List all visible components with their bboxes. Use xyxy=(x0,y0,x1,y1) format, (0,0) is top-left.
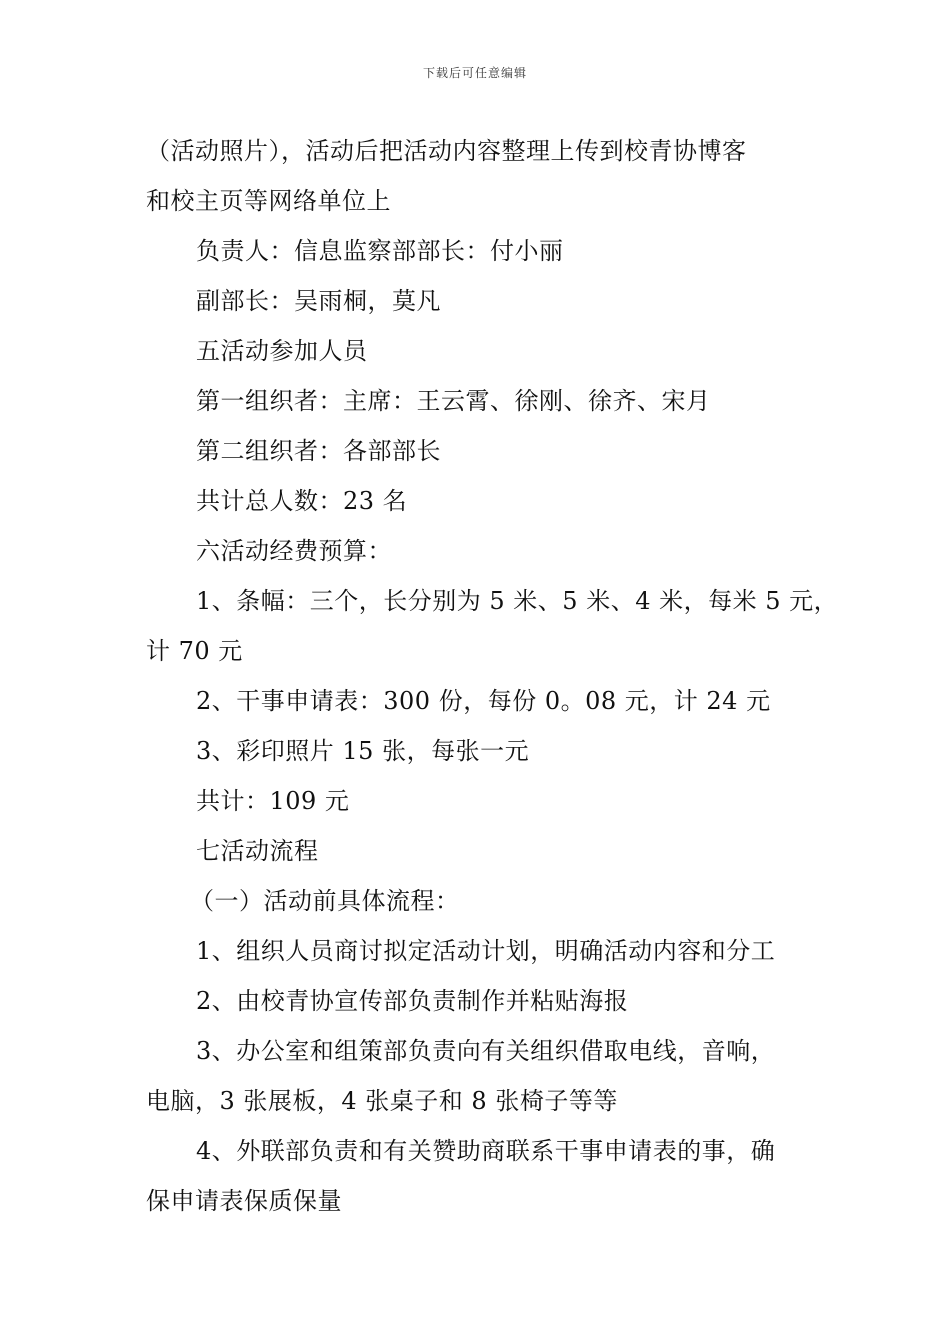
section-heading: 五活动参加人员 xyxy=(196,337,368,365)
paragraph-line: 共计：109 元 xyxy=(196,787,350,815)
paragraph-line: 2、干事申请表：300 份，每份 0。08 元，计 24 元 xyxy=(196,687,771,715)
paragraph-line: 1、条幅：三个，长分别为 5 米、5 米、4 米，每米 5 元， xyxy=(196,587,839,615)
paragraph-line: 和校主页等网络单位上 xyxy=(146,187,391,215)
paragraph-line: 3、办公室和组策部负责向有关组织借取电线，音响， xyxy=(196,1037,776,1065)
paragraph-line: 共计总人数：23 名 xyxy=(196,487,408,515)
paragraph-line: 负责人：信息监察部部长：付小丽 xyxy=(196,237,564,265)
paragraph-line: 4、外联部负责和有关赞助商联系干事申请表的事，确 xyxy=(196,1137,776,1165)
paragraph-line: （活动照片），活动后把活动内容整理上传到校青协博客 xyxy=(146,137,747,165)
paragraph-line: 保申请表保质保量 xyxy=(146,1187,342,1215)
document-body xyxy=(146,126,839,1226)
paragraph-line: 3、彩印照片 15 张，每张一元 xyxy=(196,737,530,765)
paragraph-line: 电脑，3 张展板，4 张桌子和 8 张椅子等等 xyxy=(146,1087,618,1115)
page-header: 下载后可任意编辑 xyxy=(422,66,527,80)
section-heading: 六活动经费预算： xyxy=(196,537,392,565)
paragraph-line: 计 70 元 xyxy=(146,637,243,665)
paragraph-line: 副部长：吴雨桐，莫凡 xyxy=(196,287,441,315)
section-heading: 七活动流程 xyxy=(196,837,319,865)
paragraph-line: 2、由校青协宣传部负责制作并粘贴海报 xyxy=(196,987,629,1015)
paragraph-line: 第一组织者：主席：王云霄、徐刚、徐齐、宋月 xyxy=(196,387,711,415)
paragraph-line: 第二组织者：各部部长 xyxy=(196,437,441,465)
subsection-heading: （一）活动前具体流程： xyxy=(190,887,460,915)
paragraph-line: 1、组织人员商讨拟定活动计划，明确活动内容和分工 xyxy=(196,937,776,965)
